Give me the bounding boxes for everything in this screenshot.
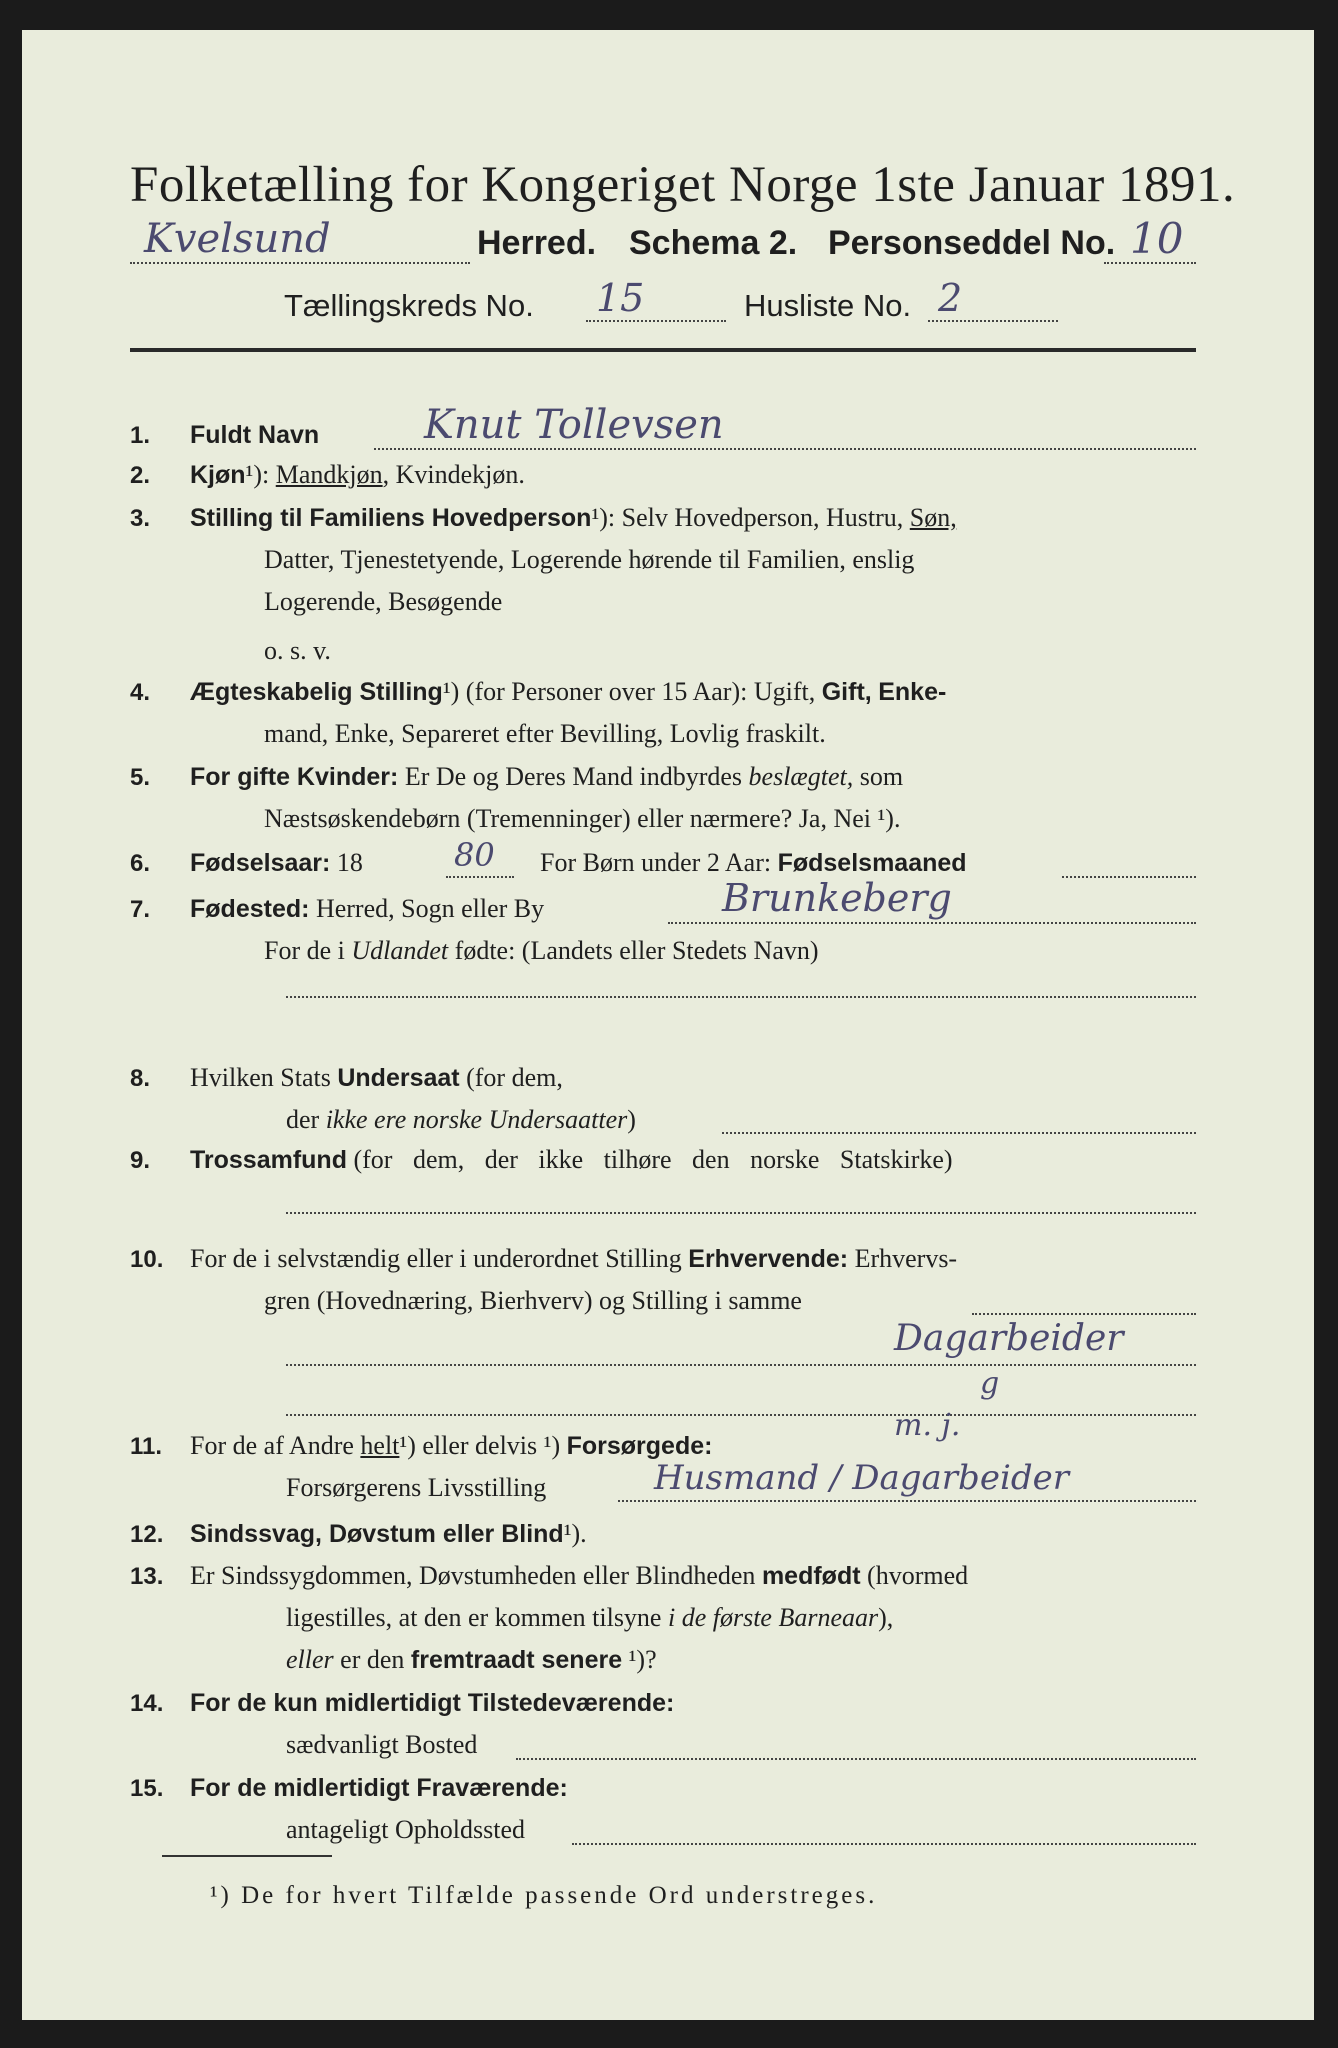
q1-dotline — [374, 448, 1196, 450]
q3-number: 3. — [130, 505, 151, 532]
q8-text2: (for dem, — [459, 1063, 563, 1092]
q8-dotline — [722, 1132, 1196, 1134]
form-title: Folketælling for Kongeriget Norge 1ste Januar 1891. — [130, 157, 1236, 213]
q12-number: 12. — [130, 1521, 164, 1548]
q10-dotline-2 — [286, 1414, 1196, 1416]
q9-row — [130, 1143, 953, 1178]
q6-label2: Fødselsmaaned — [777, 849, 967, 877]
q8-line2 — [286, 1103, 636, 1137]
q7-label: Fødested: — [190, 895, 310, 923]
q3-line3: Logerende, Besøgende — [264, 587, 503, 616]
q10-line2: gren (Hovednæring, Bierhverv) og Stilling i samme — [264, 1286, 802, 1315]
q8-label: Undersaat — [337, 1064, 460, 1092]
q4-row — [130, 675, 946, 710]
q15-dotline — [572, 1843, 1196, 1845]
q6-number: 6. — [130, 850, 151, 877]
q11-text1: For de af Andre — [190, 1431, 361, 1460]
q9-label: Trossamfund — [190, 1146, 347, 1174]
q15-label: For de midlertidigt Fraværende: — [190, 1774, 568, 1802]
q5-som: som — [859, 762, 904, 791]
footnote-rule — [162, 1855, 332, 1857]
q3-line2: Datter, Tjenestetyende, Logerende hørende til Familien, enslig — [264, 545, 915, 574]
q7-line2a: For de i — [264, 936, 352, 965]
q1-number: 1. — [130, 422, 151, 449]
q6-month-dotline — [1062, 876, 1196, 878]
q11-line2: Forsørgerens Livsstilling — [286, 1473, 547, 1502]
q4-text1: ¹) (for Personer over 15 Aar): Ugift, — [442, 677, 816, 706]
q5-line2: Næstsøskendebørn (Tremenninger) eller nærmere? Ja, Nei ¹). — [264, 804, 901, 833]
q7-birthplace-value: Brunkeberg — [722, 876, 952, 920]
q15-row — [130, 1771, 568, 1806]
q2-mandkjon-underlined: Mandkjøn — [275, 460, 383, 489]
q11-text2: ¹) eller delvis ¹) — [399, 1431, 567, 1460]
q13-line3a: eller — [286, 1645, 334, 1674]
q2-number: 2. — [130, 462, 151, 489]
q5-number: 5. — [130, 764, 151, 791]
q9-text1: (for dem, der ikke tilhøre den norske Statskirke) — [353, 1145, 953, 1174]
q2-label: Kjøn — [190, 461, 246, 489]
q4-label: Ægteskabelig Stilling — [190, 678, 443, 706]
q7-line2c: fødte: (Landets eller Stedets Navn) — [448, 936, 819, 965]
q5-beslaegtet: beslægtet, — [748, 762, 854, 791]
q5-row — [130, 760, 903, 795]
q10-text1: For de i selvstændig eller i underordnet Stilling — [190, 1244, 689, 1273]
q8-line2b: ikke ere norske Undersaatter — [325, 1105, 628, 1134]
husliste-value: 2 — [938, 276, 963, 320]
q3-son-underlined: Søn, — [909, 503, 957, 532]
q13-number: 13. — [130, 1563, 164, 1590]
q12-sup: ¹). — [563, 1519, 587, 1548]
q10-occupation-value: Dagarbeider — [894, 1318, 1124, 1359]
q10-number: 10. — [130, 1246, 164, 1273]
q1-label: Fuldt Navn — [190, 421, 320, 449]
q13-line3b: er den — [333, 1645, 411, 1674]
q1-row — [130, 418, 319, 453]
q6-row — [130, 846, 363, 881]
q10-dotline-1 — [286, 1364, 1196, 1366]
q10-occupation-mark: g — [980, 1366, 1000, 1401]
kreds-label: Tællingskreds No. — [284, 288, 534, 323]
q7-foreign-dotline — [286, 996, 1196, 998]
q3-row — [130, 501, 957, 536]
q11-number: 11. — [130, 1433, 163, 1460]
kreds-value: 15 — [596, 276, 645, 320]
q6-prefix: 18 — [336, 848, 363, 877]
q13-line2 — [286, 1601, 893, 1635]
q13-label: medfødt — [761, 1562, 861, 1590]
herred-value: Kvelsund — [144, 216, 331, 262]
q6-part2 — [540, 846, 967, 880]
q3-text1: ¹): Selv Hovedperson, Hustru, — [591, 503, 904, 532]
husliste-label: Husliste No. — [744, 288, 912, 323]
q7-line2 — [264, 934, 819, 968]
personseddel-label: Personseddel No. — [828, 224, 1116, 262]
header-rule — [130, 348, 1196, 352]
q8-line2c: ) — [627, 1105, 636, 1134]
q6-year-dotline — [446, 876, 514, 878]
q13-line3d: ¹)? — [622, 1645, 657, 1674]
q7-row — [130, 892, 544, 927]
q14-line2: sædvanligt Bosted — [286, 1730, 478, 1759]
q6-year-value: 80 — [454, 836, 495, 874]
q10-row — [130, 1242, 957, 1277]
q8-number: 8. — [130, 1065, 151, 1092]
q7-number: 7. — [130, 896, 151, 923]
q1-name-value: Knut Tollevsen — [424, 402, 724, 448]
q2-rest: , Kvindekjøn. — [382, 460, 525, 489]
kreds-dotline — [586, 320, 726, 322]
q11-row — [130, 1429, 712, 1464]
q10-text2: Erhvervs- — [848, 1244, 958, 1273]
q4-enke: Enke- — [878, 678, 947, 706]
personseddel-dotline — [1104, 262, 1196, 264]
q8-row — [130, 1061, 563, 1096]
q12-label: Sindssvag, Døvstum eller Blind — [190, 1520, 564, 1548]
q3-label: Stilling til Familiens Hovedperson — [190, 504, 592, 532]
q13-row — [130, 1559, 968, 1594]
q13-text1: Er Sindssygdommen, Døvstumheden eller Blindheden — [190, 1561, 762, 1590]
q9-dotline — [286, 1212, 1196, 1214]
q14-label: For de kun midlertidigt Tilstedeværende: — [190, 1689, 675, 1717]
q14-dotline — [516, 1758, 1196, 1760]
q11-provider-value: Husmand / Dagarbeider — [654, 1458, 1069, 1498]
q11-dotline — [618, 1500, 1196, 1502]
census-form-sheet — [22, 30, 1314, 2020]
q5-text1: Er De og Deres Mand indbyrdes — [404, 762, 743, 791]
q13-text2: (hvormed — [860, 1561, 969, 1590]
q11-label: Forsørgede: — [566, 1432, 713, 1460]
q13-line2b: i de første Barneaar — [667, 1603, 879, 1632]
q7-udlandet: Udlandet — [351, 936, 449, 965]
q2-sup: ¹): — [245, 460, 276, 489]
q4-number: 4. — [130, 679, 151, 706]
q14-row — [130, 1686, 674, 1721]
q10-label: Erhvervende: — [688, 1245, 849, 1273]
footnote: ¹) De for hvert Tilfælde passende Ord understreges. — [210, 1882, 878, 1909]
q15-line2: antageligt Opholdssted — [286, 1815, 526, 1844]
q7-dotline — [668, 922, 1196, 924]
q3-line4: o. s. v. — [264, 636, 331, 665]
q15-number: 15. — [130, 1775, 164, 1802]
personseddel-value: 10 — [1130, 214, 1184, 263]
q4-line2: mand, Enke, Separeret efter Bevilling, Lovlig fraskilt. — [264, 719, 826, 748]
q6-label: Fødselsaar: — [190, 849, 331, 877]
husliste-dotline — [928, 320, 1058, 322]
schema-label: Schema 2. — [629, 224, 798, 262]
q7-text1: Herred, Sogn eller By — [315, 894, 545, 923]
q13-line2c: ), — [878, 1603, 894, 1632]
q13-line2a: ligestilles, at den er kommen tilsyne — [286, 1603, 668, 1632]
q13-line3 — [286, 1643, 657, 1677]
q10-line2-dotline — [972, 1313, 1196, 1315]
q2-row — [130, 458, 525, 493]
herred-dotline — [130, 262, 470, 264]
q6-text2: For Børn under 2 Aar: — [540, 848, 772, 877]
q12-row — [130, 1517, 587, 1552]
q5-label: For gifte Kvinder: — [190, 763, 399, 791]
q4-gift: Gift, — [821, 678, 872, 706]
q13-line3c: fremtraadt senere — [410, 1646, 623, 1674]
q11-mark: m. j. — [894, 1408, 961, 1443]
q11-helt-underlined: helt — [360, 1431, 400, 1460]
q14-number: 14. — [130, 1690, 164, 1717]
q9-number: 9. — [130, 1147, 151, 1174]
q8-line2a: der — [286, 1105, 326, 1134]
q8-text1: Hvilken Stats — [190, 1063, 338, 1092]
herred-label: Herred. — [477, 224, 597, 262]
